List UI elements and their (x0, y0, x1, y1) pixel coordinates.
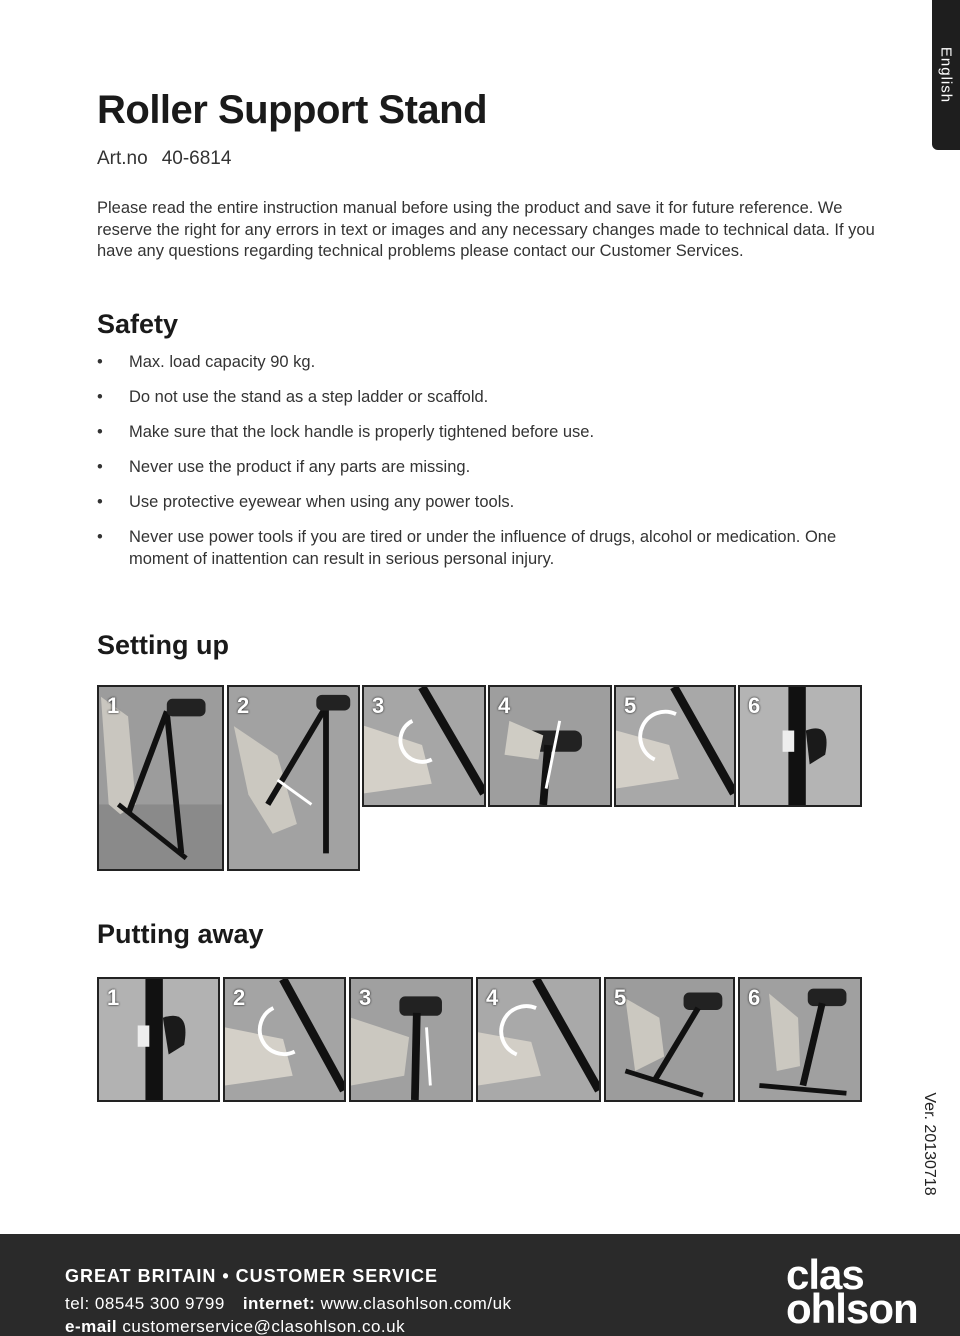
bullet-icon: • (97, 353, 103, 371)
setup-step-3-number: 3 (372, 693, 385, 718)
bullet-icon: • (97, 423, 103, 441)
contact-line-2 (65, 1317, 405, 1336)
away-step-6-image (738, 977, 862, 1102)
safety-item-text: Use protective eyewear when using any power tools. (129, 493, 515, 511)
away-step-1-image (97, 977, 220, 1102)
version-label (916, 1092, 942, 1196)
setup-step-2-number: 2 (237, 693, 250, 718)
safety-list (97, 352, 897, 584)
setting-up-heading: Setting up (97, 630, 229, 660)
safety-item (97, 527, 897, 570)
customer-service-heading: GREAT BRITAIN • CUSTOMER SERVICE (65, 1266, 438, 1286)
email-link[interactable]: customerservice@clasohlson.co.uk (122, 1317, 406, 1336)
away-step-1-number: 1 (107, 985, 120, 1010)
bullet-icon: • (97, 493, 103, 511)
setup-step-1-number: 1 (107, 693, 120, 718)
page-title: Roller Support Stand (97, 88, 487, 132)
away-step-5-image (604, 977, 735, 1102)
putting-away-heading: Putting away (97, 919, 264, 949)
article-number-value: 40-6814 (161, 148, 232, 169)
footer (0, 1234, 960, 1336)
away-step-4-number: 4 (486, 985, 499, 1010)
logo-line-1: clas (786, 1251, 864, 1298)
away-step-4-image (476, 977, 601, 1102)
safety-item (97, 492, 897, 514)
bullet-icon: • (97, 528, 103, 546)
setup-step-4-number: 4 (498, 693, 511, 718)
language-tab (932, 0, 960, 150)
setup-step-2-image (227, 685, 360, 871)
away-step-3-number: 3 (359, 985, 372, 1010)
article-number-label: Art.no (97, 148, 148, 169)
safety-item-text: Make sure that the lock handle is properly tightened before use. (129, 423, 595, 441)
safety-item-text: Max. load capacity 90 kg. (129, 353, 316, 371)
away-step-2-image (223, 977, 346, 1102)
bullet-icon: • (97, 388, 103, 406)
internet-label: internet: (242, 1294, 316, 1313)
safety-item (97, 457, 897, 479)
website-link[interactable]: www.clasohlson.com/uk (320, 1294, 512, 1313)
setup-step-6-number: 6 (748, 693, 761, 718)
setup-step-5-image (614, 685, 736, 807)
article-number (97, 148, 231, 170)
safety-item-text: Do not use the stand as a step ladder or scaffold. (129, 388, 489, 406)
safety-heading: Safety (97, 309, 179, 339)
safety-item-text: Never use power tools if you are tired or under the influence of drugs, alcohol or medication. One moment of inattention can result in serious personal injury. (129, 528, 837, 568)
safety-item (97, 422, 897, 444)
safety-item-text: Never use the product if any parts are missing. (129, 458, 471, 476)
bullet-icon: • (97, 458, 103, 476)
language-label: English (937, 46, 955, 104)
setup-step-6-image (738, 685, 862, 807)
contact-line-1 (65, 1294, 512, 1314)
clas-ohlson-logo (786, 1251, 936, 1332)
logo-line-2: ohlson (786, 1285, 918, 1332)
safety-item (97, 352, 897, 374)
away-step-2-number: 2 (233, 985, 246, 1010)
intro-paragraph: Please read the entire instruction manual before using the product and save it for future reference. We reserve the right for any errors in text or images and any necessary changes made to technical data. If you have any questions regarding technical problems please contact our Customer Services. (97, 199, 875, 260)
tel-label: tel: (65, 1294, 90, 1313)
away-step-6-number: 6 (748, 985, 761, 1010)
setup-step-3-image (362, 685, 486, 807)
away-step-5-number: 5 (614, 985, 627, 1010)
setup-step-4-image (488, 685, 612, 807)
email-label: e-mail (65, 1317, 118, 1336)
away-step-3-image (349, 977, 473, 1102)
safety-item (97, 387, 897, 409)
setup-step-1-image (97, 685, 224, 871)
setup-step-5-number: 5 (624, 693, 637, 718)
version-text: Ver. 20130718 (921, 1092, 938, 1196)
tel-number: 08545 300 9799 (94, 1294, 225, 1313)
